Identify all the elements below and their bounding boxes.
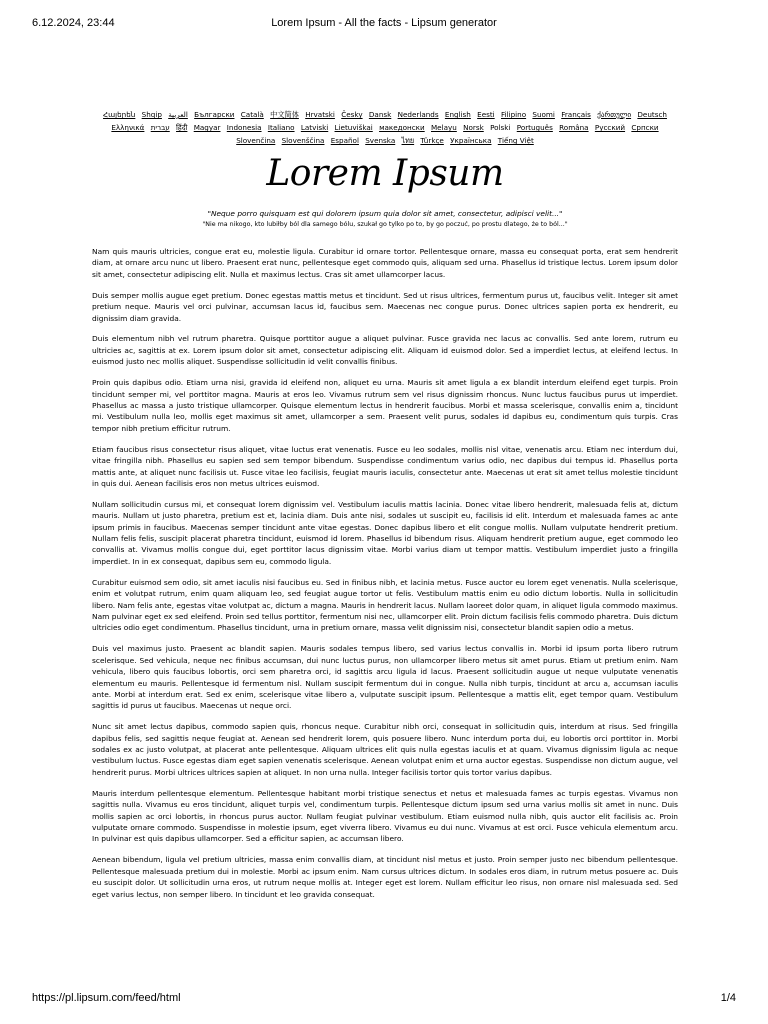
quote-latin: "Neque porro quisquam est qui dolorem ipsum quia dolor sit amet, consectetur, adipisci velit..." [207, 209, 563, 218]
language-link[interactable]: Slovenčina [236, 136, 276, 145]
language-link[interactable]: العربية [168, 110, 188, 119]
language-link[interactable]: Tiếng Việt [497, 136, 534, 145]
language-link[interactable]: Español [330, 136, 359, 145]
text-paragraph: Duis semper mollis augue eget pretium. Donec egestas mattis metus et tincidunt. Sed ut risus ultrices, fermentum purus ut, faucibus velit. Integer sit amet pretium neque. Mauris vel orci pulvinar, accumsan lacus id, faucibus sem. Maecenas nec congue purus. Donec ultrices sapien porta ex hendrerit, eu dignissim diam gravida. [92, 290, 678, 323]
text-paragraph: Duis elementum nibh vel rutrum pharetra. Quisque porttitor augue a aliquet pulvinar. Fusce gravida nec lacus ac convallis. Sed ante lorem, rutrum eu ultricies ac, sagittis at ex. Lorem ipsum dolor sit amet, consectetur adipiscing elit. Aliquam id euismod dolor. Sed a imperdiet lectus, at eleifend lectus. In euismod justo nec mollis aliquet. Suspendisse sollicitudin id velit convallis finibus. [92, 334, 678, 367]
language-link[interactable]: Українська [450, 136, 492, 145]
text-paragraph: Duis vel maximus justo. Praesent ac blandit sapien. Mauris sodales tempus libero, sed varius lectus convallis in. Morbi id ipsum porta libero rutrum scelerisque. Sed vehicula, neque nec finibus accumsan, dui nunc luctus purus, non ullamcorper libero metus sit amet purus. Etiam ut pretium enim. Nam vehicula, libero quis faucibus lobortis, orci sem pharetra orci, id sagittis arcu ligula id lacus. Praesent sollicitudin augue ut neque vulputate venenatis elementum eu mauris. Pellentesque id fermentum nisl. Nullam suscipit fermentum dui in congue. Nulla nibh turpis, tincidunt at arcu a, accumsan iaculis ante. Morbi at interdum erat. Sed ex enim, scelerisque vitae libero a, vulputate suscipit ipsum. Pellentesque a mattis elit, eget tempor quam. Vestibulum sagittis id purus ut faucibus. Maecenas ut neque orci. [92, 644, 678, 711]
text-paragraph: Mauris interdum pellentesque elementum. Pellentesque habitant morbi tristique senectus et netus et malesuada fames ac turpis egestas. Vivamus non sagittis nulla. Vivamus eu eros tincidunt, aliquet turpis vel, condimentum turpis. Pellentesque dictum ipsum sed urna varius mollis sit amet in nunc. Duis mollis sapien ac orci lobortis, in rhoncus purus auctor. Nullam feugiat pulvinar vestibulum. Etiam euismod nulla nibh, quis auctor elit facilisis ac. Proin vulputate ornare commodo. Suspendisse in molestie ipsum, eget viverra libero. Vivamus eu dui nunc. Vivamus at est orci. Fusce vehicula elementum arcu. In pulvinar est quis dapibus ullamcorper. Sed a efficitur sapien, ac accumsan libero. [92, 788, 678, 844]
language-link[interactable]: Hrvatski [305, 110, 335, 119]
print-footer [0, 990, 768, 1010]
language-link[interactable]: Ελληνικά [111, 123, 145, 132]
page-content [92, 108, 678, 909]
print-url: https://pl.lipsum.com/feed/html [32, 992, 181, 1004]
language-link[interactable]: Indonesia [226, 123, 262, 132]
language-link[interactable]: Shqip [141, 110, 162, 119]
language-link[interactable]: Magyar [193, 123, 221, 132]
language-link[interactable]: Հայերեն [103, 110, 136, 119]
text-paragraph: Curabitur euismod sem odio, sit amet iaculis nisi faucibus eu. Sed in finibus nibh, et lacinia metus. Fusce auctor eu lorem eget venenatis. Nulla scelerisque, enim et volutpat rutrum, enim quam aliquam leo, sed feugiat augue tortor ut felis. Vestibulum mattis enim eu odio dictum lobortis. Nulla in sollicitudin libero. Nam felis ante, egestas vitae volutpat ac, dictum a magna. Mauris in hendrerit lacus. Nullam laoreet dolor quam, in aliquet ligula commodo maximus. Nam pulvinar eget ex sed eleifend. Proin sed tellus porttitor, fermentum nisi nec, ullamcorper elit. Proin dictum facilisis felis commodo pharetra. Duis dictum ultricies odio eget condimentum. Phasellus tincidunt, urna in pretium ornare, massa velit dignissim nisi, consectetur blandit sapien odio a metus. [92, 577, 678, 633]
language-link[interactable]: Português [516, 123, 553, 132]
text-paragraph: Etiam faucibus risus consectetur risus aliquet, vitae luctus erat venenatis. Fusce eu leo sodales, mollis nisl vitae, venenatis arcu. Etiam nec interdum dui, vitae fringilla nibh. Phasellus eu sapien sed sem tempor bibendum. Suspendisse condimentum varius odio, nec dapibus dui tempus id. Phasellus porta mattis ante, at aliquet nunc facilisis ut. Fusce vitae leo facilisis, feugiat mauris iaculis, consectetur ante. Maecenas ut erat sit amet tellus molestie tincidunt in quis dui. Aenean facilisis eros non metus ultrices euismod. [92, 444, 678, 488]
language-link[interactable]: Italiano [267, 123, 295, 132]
language-link[interactable]: Nederlands [397, 110, 439, 119]
language-link[interactable]: हिंदी [176, 123, 188, 132]
text-paragraph: Proin quis dapibus odio. Etiam urna nisi, gravida id eleifend non, aliquet eu urna. Mauris sit amet ligula a ex blandit interdum eleifend eget turpis. Proin tincidunt semper mi, vel porttitor magna. Mauris at eros leo. Vivamus rutrum sem vel risus dignissim rhoncus. Nunc luctus faucibus purus ut imperdiet. Phasellus ac massa a justo tristique ullamcorper. Quisque elementum lectus in hendrerit faucibus. Morbi et massa scelerisque, convallis enim a, tincidunt mi. Vestibulum nulla leo, mollis eget maximus sit amet, ullamcorper a sem. Praesent velit purus, sodales id dapibus eu, condimentum quis turpis. Cras tempor nibh pretium efficitur rutrum. [92, 378, 678, 433]
language-link[interactable]: македонски [379, 123, 425, 132]
language-link[interactable]: Türkçe [420, 136, 444, 145]
text-paragraph: Nullam sollicitudin cursus mi, et consequat lorem dignissim vel. Vestibulum iaculis mattis lacinia. Donec vitae libero hendrerit, malesuada felis at, dictum mauris. Nullam ut justo pharetra, pretium est et, lacinia diam. Duis ante nisi, sodales ut suscipit eu, facilisis id elit. Interdum et malesuada fames ac ante ipsum primis in faucibus. Maecenas semper tincidunt ante vitae egestas. Donec dapibus libero et elit congue mollis. Nullam vulputate hendrerit pretium. Nullam felis felis, suscipit placerat pharetra tincidunt, euismod id lorem. Phasellus id bibendum risus. Aliquam hendrerit pretium augue, eget commodo leo convallis at. Vivamus mollis congue dui, eget porttitor lacus dignissim vitae. Morbi varius diam ut tempor mattis. Vestibulum imperdiet justo a fringilla imperdiet. In in ex consequat, dapibus sem eu, commodo ligula. [92, 499, 678, 566]
print-page-number: 1/4 [720, 992, 736, 1004]
language-link[interactable]: ქართული [597, 110, 632, 119]
language-link[interactable]: Српски [631, 123, 659, 132]
language-link: Polski [490, 123, 511, 132]
language-list [92, 108, 678, 147]
language-link[interactable]: Eesti [477, 110, 495, 119]
language-link[interactable]: Melayu [430, 123, 457, 132]
print-header [0, 0, 768, 40]
language-link[interactable]: Latviski [300, 123, 329, 132]
quote-polish: "Nie ma nikogo, kto lubiłby ból dla samego bólu, szukał go tylko po to, by go poczuć, po prostu dlatego, że to ból..." [202, 221, 568, 228]
lorem-text-body [92, 246, 678, 900]
language-link[interactable]: ไทย [401, 136, 415, 145]
text-paragraph: Nam quis mauris ultricies, congue erat eu, molestie ligula. Curabitur id ornare tortor. Pellentesque ornare, massa eu consequat porta, erat sem hendrerit diam, at ornare arcu nunc ut libero. Praesent erat nunc, pellentesque eget commodo quis, aliquam sed urna. Phasellus id tristique lectus. Lorem ipsum dolor sit amet, consectetur adipiscing elit. Nulla et maximus lectus. Cras sit amet ullamcorper lacus. [92, 247, 678, 279]
language-link[interactable]: Dansk [368, 110, 392, 119]
language-link[interactable]: Català [240, 110, 264, 119]
language-link[interactable]: Suomi [532, 110, 555, 119]
language-link[interactable]: Norsk [463, 123, 484, 132]
language-link[interactable]: Slovenščina [281, 136, 325, 145]
language-link[interactable]: Français [561, 110, 591, 119]
language-link[interactable]: עברית [150, 123, 170, 132]
language-link[interactable]: English [444, 110, 471, 119]
language-link[interactable]: Български [194, 110, 235, 119]
text-paragraph: Nunc sit amet lectus dapibus, commodo sapien quis, rhoncus neque. Curabitur nibh orci, consequat in sollicitudin quis, interdum at risus. Sed fringilla dapibus felis, sed sagittis neque feugiat at. Aenean sed hendrerit lorem, quis posuere libero. Nunc interdum porta dui, eu lobortis orci porttitor in. Morbi sodales ex ac justo volutpat, at placerat ante pellentesque. Aliquam ultrices elit quis nulla egestas iaculis et at quam. Vivamus dignissim ligula ac neque vestibulum luctus. Fusce egestas diam eget sapien venenatis scelerisque. Aenean volutpat enim et urna auctor egestas. Suspendisse non dictum augue, vel hendrerit purus. Morbi ultrices ultrices sapien at aliquet. In non urna nulla. Integer facilisis tortor quis tortor varius dapibus. [92, 722, 678, 777]
language-link[interactable]: Deutsch [637, 110, 667, 119]
language-link[interactable]: Svenska [365, 136, 396, 145]
language-link[interactable]: Filipino [500, 110, 527, 119]
language-link[interactable]: 中文简体 [270, 110, 299, 119]
site-logo: Lorem Ipsum [266, 153, 504, 194]
print-page-title: Lorem Ipsum - All the facts - Lipsum generator [271, 17, 497, 29]
text-paragraph: Aenean bibendum, ligula vel pretium ultricies, massa enim convallis diam, at tincidunt nisl metus et justo. Proin semper justo nec bibendum pellentesque. Pellentesque malesuada pretium dui in molestie. Morbi ac ipsum enim. Nam cursus ultrices dictum. In sodales eros diam, in rutrum metus posuere ac. Duis eu suscipit dolor. Ut sollicitudin urna eros, ut rutrum neque mollis at. Integer eget est lorem. Nullam efficitur leo risus, non ornare nisl malesuada sed. Sed eget varius lectus, non semper libero. In tincidunt et leo gravida consequat. [92, 855, 678, 899]
language-link[interactable]: Româna [559, 123, 589, 132]
print-datetime: 6.12.2024, 23:44 [32, 17, 115, 29]
language-link[interactable]: Pyccкий [594, 123, 626, 132]
language-link[interactable]: Lietuviškai [334, 123, 373, 132]
language-link[interactable]: Česky [341, 110, 363, 119]
